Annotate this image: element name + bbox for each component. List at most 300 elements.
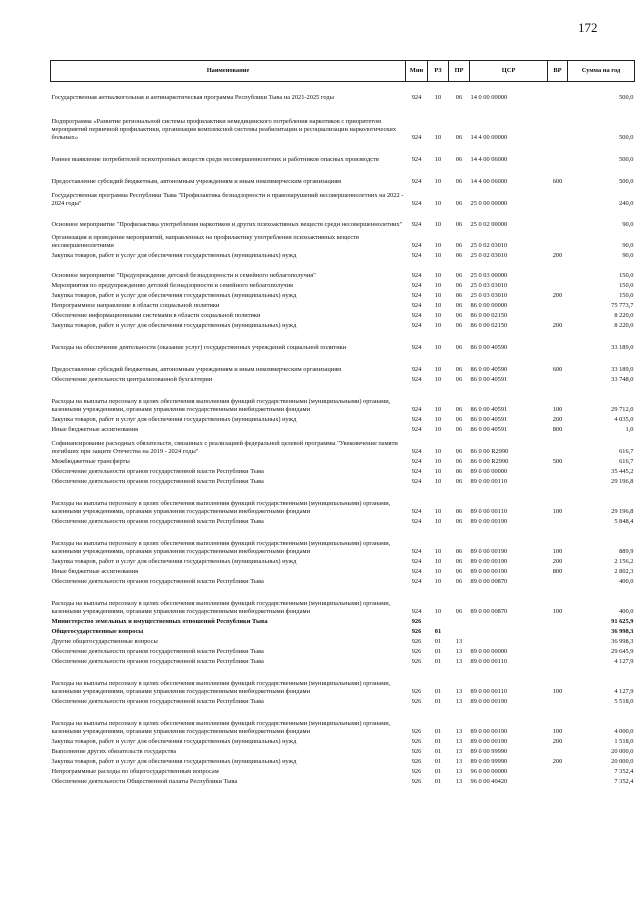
cell-sum: 36 998,3: [611, 627, 634, 635]
cell-name: Обеспечение деятельности органов государственной власти Республики Тыва: [51, 477, 264, 485]
cell-sum: 7 352,4: [614, 767, 634, 775]
cell-pr: 13: [455, 687, 463, 695]
cell-sum: 150,0: [619, 271, 634, 279]
cell-name: Закупка товаров, работ и услуг для обеспечения государственных (муниципальных) нужд: [51, 757, 297, 765]
cell-min: 924: [411, 375, 422, 383]
cell-csr: [470, 636, 548, 646]
table-row: [51, 486, 635, 516]
cell-rz: 01: [434, 767, 442, 775]
cell-vr: [548, 746, 568, 756]
cell-min: 926: [411, 627, 422, 635]
cell-min: 924: [411, 447, 422, 455]
cell-pr: 06: [455, 507, 463, 515]
cell-vr: [548, 280, 568, 290]
cell-rz: 10: [434, 447, 442, 455]
cell-vr: [548, 374, 568, 384]
cell-min: 926: [411, 777, 422, 785]
cell-min: 926: [411, 657, 422, 665]
cell-sum: 29 196,8: [611, 507, 634, 515]
cell-pr: 06: [455, 291, 463, 299]
cell-min: 924: [411, 507, 422, 515]
cell-vr: [548, 260, 568, 280]
cell-rz: 10: [434, 547, 442, 555]
cell-rz: 10: [434, 251, 442, 259]
cell-pr: 06: [455, 425, 463, 433]
cell-min: 926: [411, 727, 422, 735]
table-row: [51, 666, 635, 696]
cell-vr: [548, 766, 568, 776]
cell-rz: 10: [434, 343, 442, 351]
cell-rz: 10: [434, 291, 442, 299]
cell-min: 924: [411, 365, 422, 373]
cell-pr: 06: [455, 311, 463, 319]
cell-csr: 86 0 00 02150: [470, 311, 508, 319]
table-row: [51, 434, 635, 456]
cell-pr: 06: [455, 220, 463, 228]
cell-min: 924: [411, 155, 422, 163]
cell-csr: 89 0 00 00190: [470, 737, 508, 745]
cell-csr: 89 0 00 00190: [470, 557, 508, 565]
table-row: [51, 186, 635, 208]
cell-sum: 2 156,2: [614, 557, 634, 565]
cell-sum: 500,0: [619, 155, 634, 163]
cell-sum: 500,0: [619, 133, 634, 141]
cell-min: 924: [411, 220, 422, 228]
cell-pr: 06: [455, 155, 463, 163]
table-row: [51, 746, 635, 756]
cell-name: Обеспечение деятельности органов государственной власти Республики Тыва: [51, 517, 264, 525]
cell-min: 924: [411, 567, 422, 575]
cell-pr: 06: [455, 271, 463, 279]
cell-vr: [548, 434, 568, 456]
cell-pr: 06: [455, 251, 463, 259]
cell-rz: 01: [434, 757, 442, 765]
cell-min: 924: [411, 577, 422, 585]
table-row: [51, 516, 635, 526]
column-header-rz: РЗ: [428, 61, 449, 82]
table-row: [51, 142, 635, 164]
cell-name: Закупка товаров, работ и услуг для обеспечения государственных (муниципальных) нужд: [51, 415, 297, 423]
cell-vr: 800: [552, 425, 563, 433]
cell-csr: 86 0 00 40590: [470, 365, 508, 373]
cell-name: Выполнение других обязательств государства: [51, 747, 177, 755]
cell-name: Расходы на выплаты персоналу в целях обеспечения выполнения функций государственными (муниципальными) органами, казенными учреждениями, органами управления государственными внебюджетными фондами: [51, 679, 391, 695]
cell-rz: 10: [434, 607, 442, 615]
cell-name: Общегосударственные вопросы: [51, 627, 144, 635]
cell-vr: 100: [552, 547, 563, 555]
cell-rz: 01: [434, 647, 442, 655]
cell-pr: 13: [455, 637, 463, 645]
cell-name: Мероприятия по предупреждению детской безнадзорности и семейного неблагополучия: [51, 281, 293, 289]
cell-vr: 100: [552, 727, 563, 735]
cell-min: 926: [411, 617, 422, 625]
cell-rz: 10: [434, 199, 442, 207]
cell-rz: 10: [434, 477, 442, 485]
cell-rz: 01: [434, 747, 442, 755]
cell-vr: 100: [552, 607, 563, 615]
cell-sum: 33 748,0: [611, 375, 634, 383]
cell-name: Государственная программа Республики Тыва "Профилактика безнадзорности и правонарушений несовершеннолетних на 2022 - 2024 годы": [51, 191, 404, 207]
cell-min: 924: [411, 321, 422, 329]
cell-vr: [548, 626, 568, 636]
cell-pr: 06: [455, 557, 463, 565]
cell-pr: 06: [455, 199, 463, 207]
cell-min: 924: [411, 281, 422, 289]
cell-csr: 25 0 03 03010: [470, 281, 508, 289]
cell-sum: 36 998,3: [611, 637, 634, 645]
page-number: 172: [578, 20, 598, 35]
table-row: [51, 229, 635, 250]
cell-csr: 89 0 00 00870: [470, 607, 508, 615]
cell-min: 924: [411, 425, 422, 433]
table-row: [51, 208, 635, 229]
cell-sum: 4 127,9: [614, 657, 634, 665]
column-header-name: Наименование: [51, 61, 406, 82]
cell-vr: 200: [552, 321, 563, 329]
cell-csr: 86 0 00 R2990: [470, 457, 509, 465]
cell-vr: 100: [552, 507, 563, 515]
table-row: [51, 766, 635, 776]
cell-name: Подпрограмма «Развитие региональной системы профилактики немедицинского потребления наркотиков с приоритетом мероприятий первичной профилактики, организация комплексной системы реабилитации и ресоциализации наркологических больных»: [51, 118, 397, 141]
cell-csr: 89 0 00 00000: [470, 647, 508, 655]
cell-vr: [548, 696, 568, 706]
cell-csr: 89 0 00 99990: [470, 747, 508, 755]
cell-rz: 10: [434, 467, 442, 475]
cell-sum: 5 518,0: [614, 697, 634, 705]
cell-name: Закупка товаров, работ и услуг для обеспечения государственных (муниципальных) нужд: [51, 321, 297, 329]
cell-vr: 200: [552, 291, 563, 299]
cell-sum: 20 000,0: [611, 747, 634, 755]
cell-name: Обеспечение деятельности органов государственной власти Республики Тыва: [51, 657, 264, 665]
cell-name: Закупка товаров, работ и услуг для обеспечения государственных (муниципальных) нужд: [51, 557, 297, 565]
cell-sum: 20 000,0: [611, 757, 634, 765]
cell-sum: 5 848,4: [614, 517, 634, 525]
cell-sum: 400,0: [619, 607, 634, 615]
cell-name: Непрограммное направление в области социальной политики: [51, 301, 220, 309]
table-row: [51, 576, 635, 586]
cell-min: 924: [411, 133, 422, 141]
cell-sum: 7 352,4: [614, 777, 634, 785]
cell-sum: 90,0: [622, 251, 634, 259]
cell-csr: 89 0 00 00190: [470, 517, 508, 525]
cell-sum: 616,7: [619, 447, 634, 455]
cell-name: Расходы на выплаты персоналу в целях обеспечения выполнения функций государственными (муниципальными) органами, казенными учреждениями, органами управления государственными внебюджетными фондами: [51, 719, 391, 735]
cell-csr: 86 0 00 40591: [470, 415, 508, 423]
cell-name: Организация и проведение мероприятий, направленных на профилактику употребления психоактивных веществ несовершеннолетними: [51, 233, 360, 249]
cell-rz: 10: [434, 241, 442, 249]
cell-rz: 10: [434, 155, 442, 163]
cell-name: Закупка товаров, работ и услуг для обеспечения государственных (муниципальных) нужд: [51, 291, 297, 299]
table-row: [51, 424, 635, 434]
cell-rz: 10: [434, 557, 442, 565]
cell-sum: 90,0: [622, 220, 634, 228]
cell-min: 926: [411, 757, 422, 765]
cell-rz: 10: [434, 311, 442, 319]
cell-vr: [548, 310, 568, 320]
cell-min: 924: [411, 467, 422, 475]
cell-name: Раннее выявление потребителей психотропных веществ среди несовершеннолетних и работников опасных производств: [51, 155, 379, 163]
table-row: [51, 82, 635, 102]
cell-pr: 06: [455, 415, 463, 423]
cell-rz: 01: [434, 697, 442, 705]
cell-pr: 13: [455, 697, 463, 705]
cell-vr: [548, 186, 568, 208]
cell-name: Расходы на выплаты персоналу в целях обеспечения выполнения функций государственными (муниципальными) органами, казенными учреждениями, органами управления государственными внебюджетными фондами: [51, 499, 391, 515]
table-row: [51, 566, 635, 576]
cell-min: 924: [411, 607, 422, 615]
cell-vr: 200: [552, 251, 563, 259]
cell-csr: 86 0 00 40590: [470, 343, 508, 351]
table-row: [51, 736, 635, 746]
cell-pr: 13: [455, 767, 463, 775]
cell-name: Обеспечение деятельности органов государственной власти Республики Тыва: [51, 577, 264, 585]
cell-name: Закупка товаров, работ и услуг для обеспечения государственных (муниципальных) нужд: [51, 251, 297, 259]
cell-rz: 10: [434, 281, 442, 289]
table-row: [51, 456, 635, 466]
cell-rz: 01: [434, 687, 442, 695]
cell-min: 926: [411, 687, 422, 695]
table-row: [51, 556, 635, 566]
table-row: [51, 656, 635, 666]
cell-vr: [548, 330, 568, 352]
cell-sum: 33 189,0: [611, 343, 634, 351]
cell-csr: 86 0 00 40591: [470, 425, 508, 433]
cell-csr: 14 4 00 06000: [470, 155, 508, 163]
cell-pr: 13: [455, 777, 463, 785]
table-row: [51, 646, 635, 656]
table-row: [51, 310, 635, 320]
cell-rz: 10: [434, 507, 442, 515]
cell-pr: 06: [455, 567, 463, 575]
cell-min: 926: [411, 767, 422, 775]
cell-pr: 06: [455, 177, 463, 185]
cell-csr: 25 0 02 03010: [470, 241, 508, 249]
cell-vr: 800: [552, 567, 563, 575]
cell-name: Непрограммные расходы по общегосударственным вопросам: [51, 767, 219, 775]
cell-min: 924: [411, 199, 422, 207]
cell-sum: 1,0: [625, 425, 634, 433]
cell-rz: 10: [434, 375, 442, 383]
cell-sum: 29 196,8: [611, 477, 634, 485]
table-body: [51, 82, 635, 786]
cell-sum: 35 445,2: [611, 467, 634, 475]
cell-rz: 10: [434, 220, 442, 228]
table-row: [51, 466, 635, 476]
cell-csr: 25 0 03 03010: [470, 291, 508, 299]
cell-vr: 600: [552, 177, 563, 185]
cell-rz: 01: [434, 727, 442, 735]
cell-pr: 06: [455, 241, 463, 249]
cell-sum: 8 220,0: [614, 321, 634, 329]
cell-pr: 13: [455, 747, 463, 755]
cell-csr: 89 0 00 00110: [470, 657, 508, 665]
cell-csr: 89 0 00 99990: [470, 757, 508, 765]
cell-sum: 1 518,0: [614, 737, 634, 745]
table-row: [51, 300, 635, 310]
cell-rz: 01: [434, 657, 442, 665]
cell-min: 924: [411, 557, 422, 565]
cell-rz: 10: [434, 365, 442, 373]
cell-pr: 13: [455, 757, 463, 765]
cell-name: Государственная антиалкогольная и антинаркотическая программа Республики Тыва на 2021-2025 годы: [51, 93, 334, 101]
cell-csr: 89 0 00 00110: [470, 507, 508, 515]
cell-min: 924: [411, 547, 422, 555]
cell-sum: 400,0: [619, 577, 634, 585]
cell-pr: 06: [455, 365, 463, 373]
cell-min: 924: [411, 291, 422, 299]
table-row: [51, 414, 635, 424]
cell-pr: 06: [455, 321, 463, 329]
cell-rz: 10: [434, 177, 442, 185]
table-row: [51, 776, 635, 786]
cell-min: 924: [411, 93, 422, 101]
cell-name: Обеспечение информационными системами в области социальной политики: [51, 311, 261, 319]
cell-sum: 889,9: [619, 547, 634, 555]
cell-vr: 200: [552, 415, 563, 423]
table-row: [51, 616, 635, 626]
table-row: [51, 626, 635, 636]
cell-pr: 06: [455, 577, 463, 585]
cell-csr: 25 0 03 00000: [470, 271, 508, 279]
cell-name: Обеспечение деятельности централизованной бухгалтерии: [51, 375, 213, 383]
cell-name: Обеспечение деятельности Общественной палаты Республики Тыва: [51, 777, 238, 785]
column-header-sum: Сумма на год: [568, 61, 635, 82]
cell-csr: 89 0 00 00190: [470, 697, 508, 705]
cell-pr: 06: [455, 301, 463, 309]
cell-vr: [548, 229, 568, 250]
cell-vr: 200: [552, 737, 563, 745]
cell-pr: 06: [455, 457, 463, 465]
cell-rz: 10: [434, 321, 442, 329]
cell-sum: 240,0: [619, 199, 634, 207]
cell-rz: 01: [434, 627, 442, 635]
cell-rz: 01: [434, 737, 442, 745]
cell-sum: 500,0: [619, 93, 634, 101]
cell-vr: 500: [552, 457, 563, 465]
cell-min: 924: [411, 251, 422, 259]
cell-min: 926: [411, 737, 422, 745]
cell-sum: 500,0: [619, 177, 634, 185]
cell-pr: [449, 616, 470, 626]
cell-csr: 25 0 02 00000: [470, 220, 508, 228]
cell-sum: 33 189,0: [611, 365, 634, 373]
cell-name: Софинансирование расходных обязательств, связанных с реализацией федеральной целевой программы "Увековечение памяти погибших при защите Отечества на 2019 - 2024 годы": [51, 439, 398, 455]
column-header-csr: ЦСР: [470, 61, 548, 82]
cell-name: Министерство земельных и имущественных отношений Республики Тыва: [51, 617, 268, 625]
cell-pr: 13: [455, 657, 463, 665]
cell-csr: 96 0 00 40420: [470, 777, 508, 785]
cell-min: 926: [411, 637, 422, 645]
cell-pr: 06: [455, 467, 463, 475]
table-row: [51, 756, 635, 766]
cell-csr: 89 0 00 00110: [470, 477, 508, 485]
cell-rz: 01: [434, 637, 442, 645]
cell-sum: 4 127,9: [614, 687, 634, 695]
cell-rz: 10: [434, 93, 442, 101]
cell-vr: [548, 616, 568, 626]
budget-table: [50, 60, 635, 786]
cell-vr: [548, 576, 568, 586]
cell-name: Иные бюджетные ассигнования: [51, 425, 139, 433]
cell-csr: 89 0 00 00190: [470, 727, 508, 735]
cell-sum: 75 773,7: [611, 301, 634, 309]
cell-sum: 150,0: [619, 281, 634, 289]
table-header: [51, 61, 635, 82]
cell-sum: 4 035,0: [614, 415, 634, 423]
cell-min: 924: [411, 311, 422, 319]
cell-rz: 10: [434, 567, 442, 575]
cell-csr: 89 0 00 00870: [470, 577, 508, 585]
cell-sum: 8 220,0: [614, 311, 634, 319]
table-row: [51, 636, 635, 646]
cell-csr: 89 0 00 00190: [470, 547, 508, 555]
cell-pr: 06: [455, 375, 463, 383]
cell-name: Предоставление субсидий бюджетным, автономным учреждениям и иным некоммерческим организациям: [51, 177, 342, 185]
table-row: [51, 384, 635, 414]
cell-pr: 06: [455, 93, 463, 101]
cell-min: 926: [411, 647, 422, 655]
cell-pr: 06: [455, 447, 463, 455]
cell-rz: 10: [434, 415, 442, 423]
cell-name: Обеспечение деятельности органов государственной власти Республики Тыва: [51, 647, 264, 655]
cell-csr: 86 0 00 02150: [470, 321, 508, 329]
cell-csr: 89 0 00 00190: [470, 567, 508, 575]
cell-sum: 90,0: [622, 241, 634, 249]
cell-vr: [548, 646, 568, 656]
cell-pr: 06: [455, 133, 463, 141]
cell-vr: 100: [552, 687, 563, 695]
cell-vr: [548, 82, 568, 102]
table-row: [51, 164, 635, 186]
cell-csr: 14 4 00 00000: [470, 133, 508, 141]
cell-sum: 616,7: [619, 457, 634, 465]
table-row: [51, 476, 635, 486]
column-header-pr: ПР: [449, 61, 470, 82]
cell-min: 924: [411, 415, 422, 423]
cell-csr: 89 0 00 00000: [470, 467, 508, 475]
cell-csr: 86 0 00 40591: [470, 405, 508, 413]
cell-vr: [548, 516, 568, 526]
cell-min: 926: [411, 747, 422, 755]
cell-rz: 10: [434, 271, 442, 279]
cell-name: Основное мероприятие "Профилактика употребления наркотиков и других психоактивных веществ среди несовершеннолетних": [51, 220, 403, 228]
cell-name: Иные бюджетные ассигнования: [51, 567, 139, 575]
cell-vr: [548, 656, 568, 666]
table-row: [51, 374, 635, 384]
cell-vr: [548, 102, 568, 142]
cell-vr: [548, 142, 568, 164]
cell-min: 924: [411, 477, 422, 485]
cell-min: 924: [411, 457, 422, 465]
table-row: [51, 706, 635, 736]
column-header-vr: ВР: [548, 61, 568, 82]
cell-min: 924: [411, 301, 422, 309]
cell-name: Расходы на обеспечение деятельности (оказание услуг) государственных учреждений социальной политики: [51, 343, 347, 351]
cell-name: Расходы на выплаты персоналу в целях обеспечения выполнения функций государственными (муниципальными) органами, казенными учреждениями, органами управления государственными внебюджетными фондами: [51, 599, 391, 615]
cell-csr: [470, 616, 548, 626]
cell-rz: [428, 616, 449, 626]
cell-name: Обеспечение деятельности органов государственной власти Республики Тыва: [51, 697, 264, 705]
cell-vr: 200: [552, 757, 563, 765]
cell-pr: 13: [455, 727, 463, 735]
cell-sum: 29 645,9: [611, 647, 634, 655]
cell-name: Межбюджетные трансферты: [51, 457, 130, 465]
cell-name: Основное мероприятие "Предупреждение детской безнадзорности и семейного неблагополучия": [51, 271, 316, 279]
cell-min: 924: [411, 405, 422, 413]
cell-sum: 29 712,0: [611, 405, 634, 413]
cell-csr: 86 0 00 00000: [470, 301, 508, 309]
cell-pr: 06: [455, 343, 463, 351]
